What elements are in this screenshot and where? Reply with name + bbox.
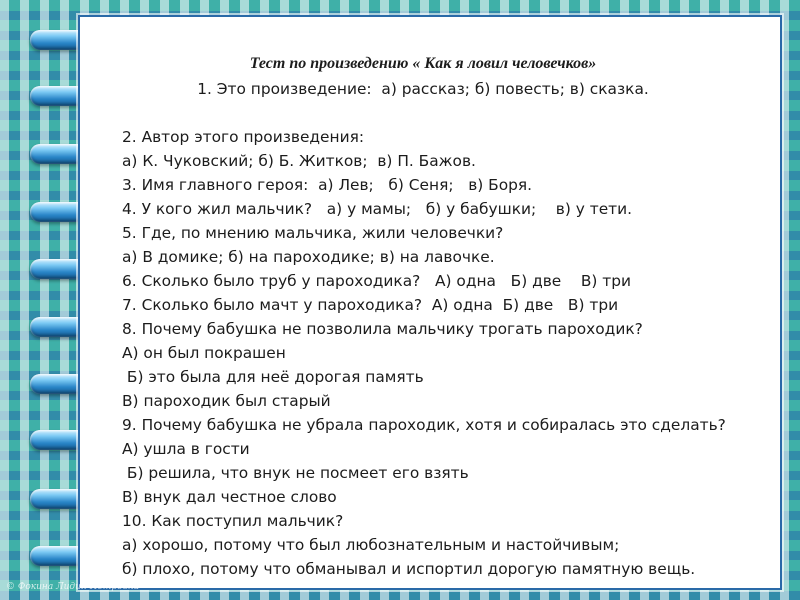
answer-line: А) он был покрашен — [122, 344, 286, 362]
question-line: 6. Сколько было труб у пароходика? А) одна Б) две В) три — [122, 272, 632, 290]
answer-line: Б) решила, что внук не посмеет его взять — [122, 464, 469, 482]
answer-line: А) ушла в гости — [122, 440, 250, 458]
answer-line: а) хорошо, потому что был любознательным и настойчивым; — [122, 536, 620, 554]
question-line: 7. Сколько было мачт у пароходика? А) одна Б) две В) три — [122, 296, 619, 314]
question-line: 4. У кого жил мальчик? а) у мамы; б) у бабушки; в) у тети. — [122, 200, 633, 218]
answer-line: а) К. Чуковский; б) Б. Житков; в) П. Бажов. — [122, 152, 476, 170]
answer-line: В) внук дал честное слово — [122, 488, 337, 506]
test-sheet — [78, 15, 782, 590]
answer-line: а) В домике; б) на пароходике; в) на лавочке. — [122, 248, 495, 266]
question-line: 3. Имя главного героя: а) Лев; б) Сеня; в) Боря. — [122, 176, 533, 194]
question-line: 8. Почему бабушка не позволила мальчику трогать пароходик? — [122, 320, 643, 338]
author-watermark: © Фокина Лидия Петровна — [6, 582, 140, 592]
answer-line: б) плохо, потому что обманывал и испортил дорогую памятную вещь. — [122, 560, 696, 578]
question-line: 10. Как поступил мальчик? — [122, 512, 344, 530]
question-line: 2. Автор этого произведения: — [122, 128, 365, 146]
question-line: 1. Это произведение: а) рассказ; б) повесть; в) сказка. — [197, 80, 649, 98]
question-line: 9. Почему бабушка не убрала пароходик, хотя и собиралась это сделать? — [122, 416, 726, 434]
question-line: 5. Где, по мнению мальчика, жили человечки? — [122, 224, 504, 242]
answer-line: Б) это была для неё дорогая память — [122, 368, 424, 386]
answer-line: В) пароходик был старый — [122, 392, 331, 410]
test-title: Тест по произведению « Как я ловил человечков» — [249, 55, 597, 72]
